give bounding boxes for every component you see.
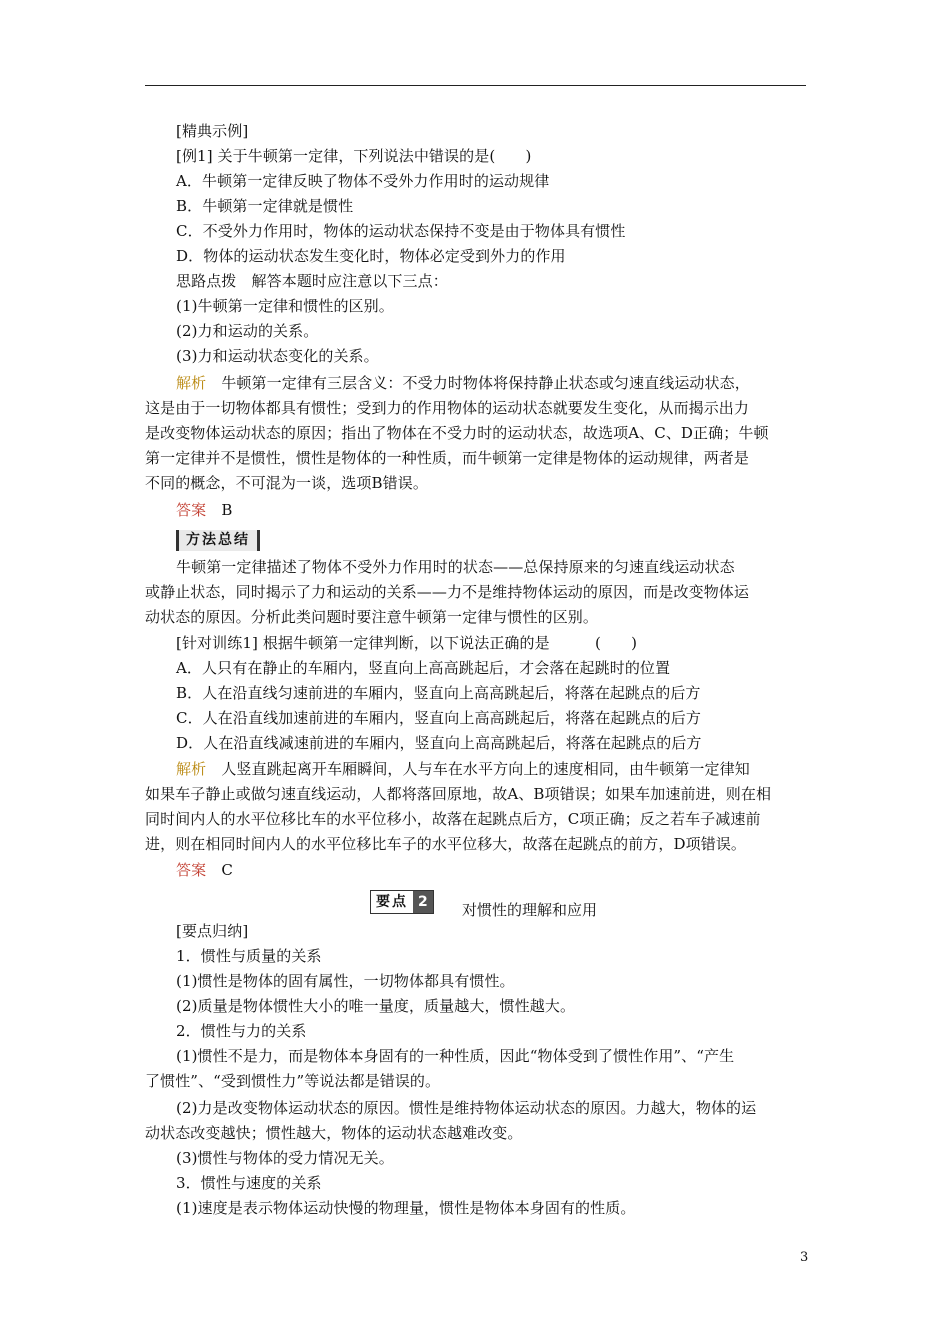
training-analysis-line-3: 同时间内人的水平位移比车的水平位移小，故落在起跳点后方，C项正确；反之若车子减速前 bbox=[145, 810, 761, 828]
analysis-line-5: 不同的概念，不可混为一谈，选项B错误。 bbox=[145, 474, 428, 492]
analysis-line-4: 第一定律并不是惯性，惯性是物体的一种性质，而牛顿第一定律是物体的运动规律，两者是 bbox=[145, 449, 750, 467]
analysis-label: 解析 bbox=[176, 374, 207, 392]
example-option-c: C．不受外力作用时，物体的运动状态保持不变是由于物体具有惯性 bbox=[176, 222, 626, 240]
example-option-d: D．物体的运动状态发生变化时，物体必定受到外力的作用 bbox=[176, 247, 566, 265]
method-line-1: 牛顿第一定律描述了物体不受外力作用时的状态——总保持原来的匀速直线运动状态 bbox=[176, 558, 735, 576]
hint-line bbox=[176, 272, 448, 290]
hint-point-2: (2)力和运动的关系。 bbox=[176, 322, 319, 340]
summary-label: [要点归纳] bbox=[176, 922, 249, 940]
training-option-d: D．人在沿直线减速前进的车厢内，竖直向上高高跳起后，将落在起跳点的后方 bbox=[176, 734, 702, 752]
example-question: [例1] 关于牛顿第一定律，下列说法中错误的是( ) bbox=[176, 147, 532, 165]
keypoint-number: 2 bbox=[413, 891, 433, 913]
method-line-2: 或静止状态，同时揭示了力和运动的关系——力不是维持物体运动的原因，而是改变物体运 bbox=[145, 583, 750, 601]
example-option-b: B．牛顿第一定律就是惯性 bbox=[176, 197, 354, 215]
analysis-line-2: 这是由于一切物体都具有惯性；受到力的作用物体的运动状态就要发生变化，从而揭示出力 bbox=[145, 399, 750, 417]
training-analysis-line-4: 进，则在相同时间内人的水平位移比车子的水平位移大，故落在起跳点的前方，D项错误。 bbox=[145, 835, 747, 853]
example-option-a: A．牛顿第一定律反映了物体不受外力作用时的运动规律 bbox=[176, 172, 550, 190]
summary-line-6: 了惯性”、“受到惯性力”等说法都是错误的。 bbox=[145, 1072, 441, 1090]
summary-line-7: (2)力是改变物体运动状态的原因。惯性是维持物体运动状态的原因。力越大，物体的运 bbox=[176, 1099, 757, 1117]
answer-line bbox=[176, 501, 232, 519]
training-analysis-line-1: 解析 人竖直跳起离开车厢瞬间，人与车在水平方向上的速度相同，由牛顿第一定律知 bbox=[176, 760, 750, 778]
summary-line-11: (1)速度是表示物体运动快慢的物理量，惯性是物体本身固有的性质。 bbox=[176, 1199, 636, 1217]
keypoint-label: 要点 bbox=[376, 894, 408, 910]
training-answer-line bbox=[176, 861, 233, 879]
training-option-a: A．人只有在静止的车厢内，竖直向上高高跳起后，才会落在起跳时的位置 bbox=[176, 659, 671, 677]
hint-text: 解答本题时应注意以下三点： bbox=[251, 272, 448, 290]
summary-line-8: 动状态改变越快；惯性越大，物体的运动状态越难改变。 bbox=[145, 1124, 523, 1142]
summary-line-3: (2)质量是物体惯性大小的唯一量度，质量越大，惯性越大。 bbox=[176, 997, 576, 1015]
analysis-line-1: 解析 牛顿第一定律有三层含义：不受力时物体将保持静止状态或匀速直线运动状态， bbox=[176, 374, 750, 392]
training-analysis-line-2: 如果车子静止或做匀速直线运动，人都将落回原地，故A、B项错误；如果车加速前进，则在相 bbox=[145, 785, 772, 803]
training-option-b: B．人在沿直线匀速前进的车厢内，竖直向上高高跳起后，将落在起跳点的后方 bbox=[176, 684, 701, 702]
summary-line-2: (1)惯性是物体的固有属性，一切物体都具有惯性。 bbox=[176, 972, 515, 990]
keypoint-badge bbox=[370, 890, 434, 914]
training-answer-label: 答案 bbox=[176, 861, 207, 879]
analysis-line-3: 是改变物体运动状态的原因；指出了物体在不受力时的运动状态，故选项A、C、D正确；牛顿 bbox=[145, 424, 769, 442]
hint-point-3: (3)力和运动状态变化的关系。 bbox=[176, 347, 379, 365]
training-question: [针对训练1] 根据牛顿第一定律判断，以下说法正确的是 ( ) bbox=[176, 634, 638, 652]
training-option-c: C．人在沿直线加速前进的车厢内，竖直向上高高跳起后，将落在起跳点的后方 bbox=[176, 709, 701, 727]
hint-point-1: (1)牛顿第一定律和惯性的区别。 bbox=[176, 297, 394, 315]
summary-line-1: 1．惯性与质量的关系 bbox=[176, 947, 322, 965]
keypoint-title: 对惯性的理解和应用 bbox=[462, 901, 598, 919]
header-rule bbox=[145, 85, 806, 86]
answer-label: 答案 bbox=[176, 501, 207, 519]
summary-line-4: 2．惯性与力的关系 bbox=[176, 1022, 307, 1040]
hint-label: 思路点拨 bbox=[176, 272, 237, 290]
summary-line-9: (3)惯性与物体的受力情况无关。 bbox=[176, 1149, 394, 1167]
method-line-3: 动状态的原因。分析此类问题时要注意牛顿第一定律与惯性的区别。 bbox=[145, 608, 599, 626]
training-analysis-label: 解析 bbox=[176, 760, 207, 778]
training-answer-value: C bbox=[221, 861, 233, 879]
page-number: 3 bbox=[800, 1250, 809, 1265]
summary-line-5: (1)惯性不是力，而是物体本身固有的一种性质，因此“物体受到了惯性作用”、“产生 bbox=[176, 1047, 735, 1065]
method-summary-badge: 方法总结 bbox=[176, 530, 260, 551]
answer-value: B bbox=[221, 501, 233, 519]
summary-line-10: 3．惯性与速度的关系 bbox=[176, 1174, 322, 1192]
section-label: [精典示例] bbox=[176, 122, 249, 140]
